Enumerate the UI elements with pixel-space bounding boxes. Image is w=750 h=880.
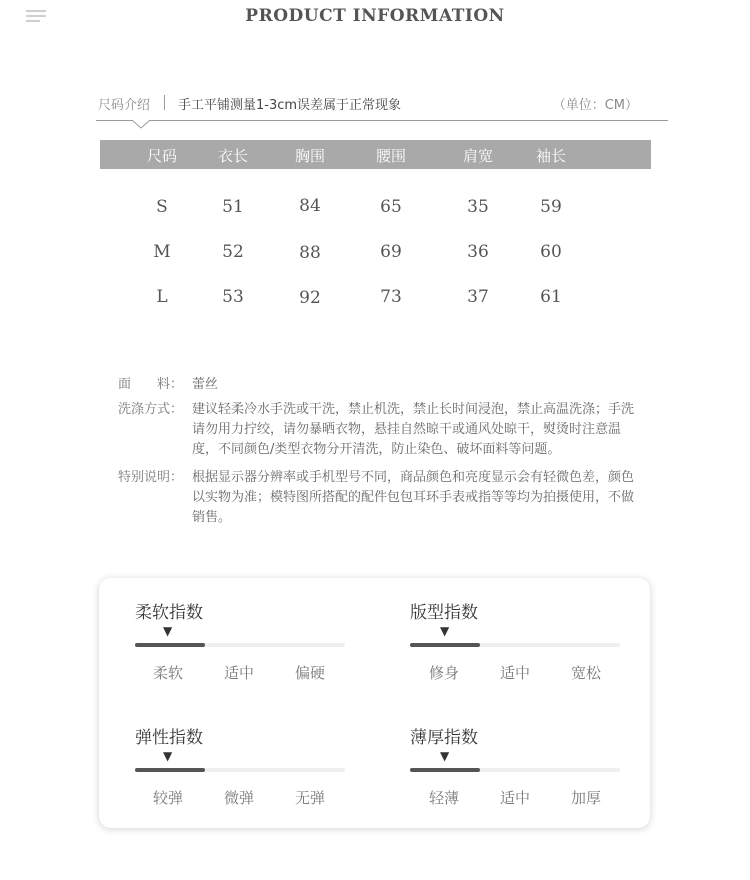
size-intro-underline <box>96 120 668 121</box>
table-cell: 88 <box>299 243 321 263</box>
column-header: 衣长 <box>217 147 248 165</box>
index-option: 适中 <box>499 789 530 807</box>
table-cell: 35 <box>467 197 489 217</box>
unit-label: （单位：CM） <box>552 98 638 113</box>
index-track <box>135 643 345 647</box>
spec-label: 特别说明： <box>118 470 184 485</box>
column-header: 胸围 <box>294 147 325 165</box>
index-option: 微弹 <box>223 789 254 807</box>
index-fill <box>135 643 205 647</box>
size-table-header <box>100 140 651 169</box>
table-cell: 36 <box>467 242 489 262</box>
fit-index <box>410 598 620 698</box>
size-intro-label: 尺码介绍 <box>98 98 151 113</box>
page-title: PRODUCT INFORMATION <box>245 6 505 26</box>
table-cell: 52 <box>222 242 244 262</box>
table-cell: 61 <box>540 287 562 307</box>
elasticity-index <box>135 723 345 823</box>
triangle-down-icon: ▼ <box>440 624 450 638</box>
spec-label: 面 料： <box>118 377 184 392</box>
table-cell: L <box>156 287 168 307</box>
spec-value: 建议轻柔冷水手洗或干洗，禁止机洗，禁止长时间浸泡，禁止高温洗涤；手洗请勿用力拧绞，请勿暴晒衣物，悬挂自然晾干或通风处晾干，熨烫时注意温度，不同颜色/类型衣物分开清洗，防止染色、破坏面料等问题。 <box>192 402 635 457</box>
index-option: 轻薄 <box>428 789 459 807</box>
index-fill <box>410 643 480 647</box>
table-cell: 53 <box>222 287 244 307</box>
index-option: 修身 <box>428 664 459 682</box>
table-cell: 69 <box>380 242 402 262</box>
index-option: 柔软 <box>152 664 183 682</box>
triangle-down-icon: ▼ <box>440 749 450 763</box>
column-header: 尺码 <box>146 147 177 165</box>
spec-label: 洗涤方式： <box>118 402 184 417</box>
index-option: 偏硬 <box>294 664 325 682</box>
column-header: 袖长 <box>535 147 566 165</box>
table-cell: 65 <box>380 197 402 217</box>
index-title: 柔软指数 <box>135 603 203 623</box>
index-option: 适中 <box>499 664 530 682</box>
table-cell: 60 <box>540 242 562 262</box>
table-cell: 37 <box>467 287 489 307</box>
index-option: 宽松 <box>570 664 601 682</box>
table-cell: 84 <box>299 196 321 216</box>
triangle-down-icon: ▼ <box>163 749 173 763</box>
table-cell: 73 <box>380 287 402 307</box>
table-cell: M <box>153 242 171 262</box>
spec-value: 蕾丝 <box>192 377 219 392</box>
index-track <box>410 768 620 772</box>
index-title: 版型指数 <box>410 603 478 623</box>
index-title: 薄厚指数 <box>410 728 478 748</box>
triangle-down-icon: ▼ <box>163 624 173 638</box>
index-fill <box>410 768 480 772</box>
size-intro-header <box>96 92 668 122</box>
column-header: 腰围 <box>375 147 406 165</box>
index-track <box>135 768 345 772</box>
index-option: 无弹 <box>294 789 325 807</box>
index-option: 较弹 <box>152 789 183 807</box>
softness-index <box>135 598 345 698</box>
column-header: 肩宽 <box>462 147 493 165</box>
divider <box>164 95 165 110</box>
table-cell: 92 <box>299 288 321 308</box>
table-cell: 51 <box>222 197 244 217</box>
fabric-index-card <box>99 578 650 828</box>
table-cell: S <box>156 197 168 217</box>
thickness-index <box>410 723 620 823</box>
caret-down-icon <box>132 120 152 130</box>
index-fill <box>135 768 205 772</box>
index-title: 弹性指数 <box>135 728 203 748</box>
measurement-note: 手工平铺测量1-3cm误差属于正常现象 <box>178 98 402 113</box>
table-cell: 59 <box>540 197 562 217</box>
index-option: 加厚 <box>570 789 601 807</box>
spec-value: 根据显示器分辨率或手机型号不同，商品颜色和亮度显示会有轻微色差，颜色以实物为准；模特图所搭配的配件包包耳环手表戒指等等均为拍摄使用，不做销售。 <box>192 470 635 525</box>
index-track <box>410 643 620 647</box>
index-option: 适中 <box>223 664 254 682</box>
